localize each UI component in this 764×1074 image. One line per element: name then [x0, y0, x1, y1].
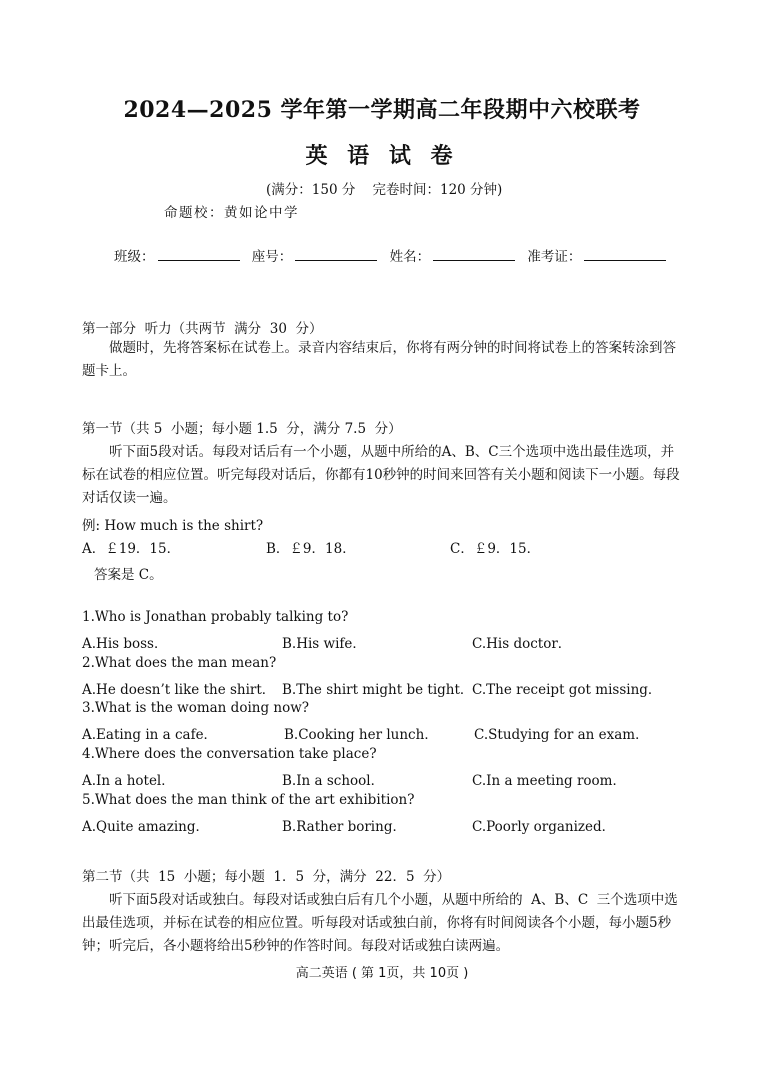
page-footer: 高二英语 ( 第 1页，共 10页 )	[295, 966, 469, 981]
question-option[interactable]: B.Rather boring．	[282, 819, 406, 835]
info-fields	[114, 245, 666, 265]
question-option[interactable]: A.He doesn’t like the shirt．	[82, 682, 276, 698]
question-option[interactable]: C.His doctor．	[472, 636, 572, 652]
question-stem: 5.What does the man think of the art exhibition?	[82, 792, 415, 808]
class-label: 班级：	[114, 249, 155, 265]
class-blank[interactable]	[158, 246, 240, 261]
question-option[interactable]: C.In a meeting room．	[472, 773, 626, 789]
section1-instruction: 听下面5段对话。每段对话后有一个小题，从题中所给的A、B、C三个选项中选出最佳选项，并标在试卷的相应位置。听完每段对话后，你都有10秒钟的时间来回答有关小题和阅读下一小题。每段对话仅读一遍。	[82, 444, 680, 506]
seat-label: 座号：	[251, 249, 293, 265]
question-option[interactable]: A.Eating in a cafe．	[82, 727, 218, 743]
question-stem: 3.What is the woman doing now?	[82, 700, 310, 716]
question-option[interactable]: A.His boss．	[82, 636, 168, 652]
question-stem: 1.Who is Jonathan probably talking to?	[82, 609, 349, 625]
exam-subtitle: 英 语 试 卷	[305, 143, 459, 169]
example-option-b: B．￡9．18．	[266, 541, 356, 557]
question-option[interactable]: B.The shirt might be tight．	[282, 682, 474, 698]
section2-heading: 第二节（共 15 小题；每小题 1．5 分，满分 22．5 分）	[82, 869, 451, 885]
part1-instruction: 做题时，先将答案标在试卷上。录音内容结束后，你将有两分钟的时间将试卷上的答案转涂到答题卡上。	[82, 340, 676, 379]
example-answer: 答案是 C。	[94, 567, 163, 583]
question-option[interactable]: A.In a hotel．	[82, 773, 175, 789]
exam-id-blank[interactable]	[584, 246, 666, 261]
question-stem: 4.Where does the conversation take place?	[82, 746, 377, 762]
part1-heading: 第一部分 听力（共两节 满分 30 分）	[82, 321, 323, 337]
seat-blank[interactable]	[295, 246, 377, 261]
example-option-c: C．￡9．15．	[450, 541, 541, 557]
setter-school: 命题校：黄如论中学	[164, 205, 299, 221]
question-option[interactable]: B.His wife．	[282, 636, 366, 652]
section2-instruction: 听下面5段对话或独白。每段对话或独白后有几个小题，从题中所给的 A、B、C 三个选项中选出最佳选项，并标在试卷的相应位置。听每段对话或独白前，你将有时间阅读各个小题，每小题5秒钟；听完后，各小题将给出5秒钟的作答时间。每段对话或独白读两遍。	[82, 892, 678, 954]
question-option[interactable]: C.The receipt got missing．	[472, 682, 662, 698]
name-blank[interactable]	[433, 246, 515, 261]
example-option-a: A．￡19．15．	[82, 541, 181, 557]
question-option[interactable]: A.Quite amazing．	[82, 819, 209, 835]
example-question: 例: How much is the shirt?	[82, 518, 264, 534]
question-option[interactable]: C.Studying for an exam．	[474, 727, 649, 743]
score-info: (满分：150 分 完卷时间：120 分钟)	[266, 182, 503, 198]
question-option[interactable]: B.In a school．	[282, 773, 385, 789]
exam-id-label: 准考证：	[527, 249, 582, 265]
name-label: 姓名：	[389, 249, 431, 265]
question-option[interactable]: C.Poorly organized．	[472, 819, 616, 835]
section1-heading: 第一节（共 5 小题；每小题 1.5 分，满分 7.5 分）	[82, 421, 402, 437]
exam-title: 2024—2025 学年第一学期高二年段期中六校联考	[123, 97, 641, 123]
question-option[interactable]: B.Cooking her lunch．	[284, 727, 438, 743]
question-stem: 2.What does the man mean?	[82, 655, 277, 671]
